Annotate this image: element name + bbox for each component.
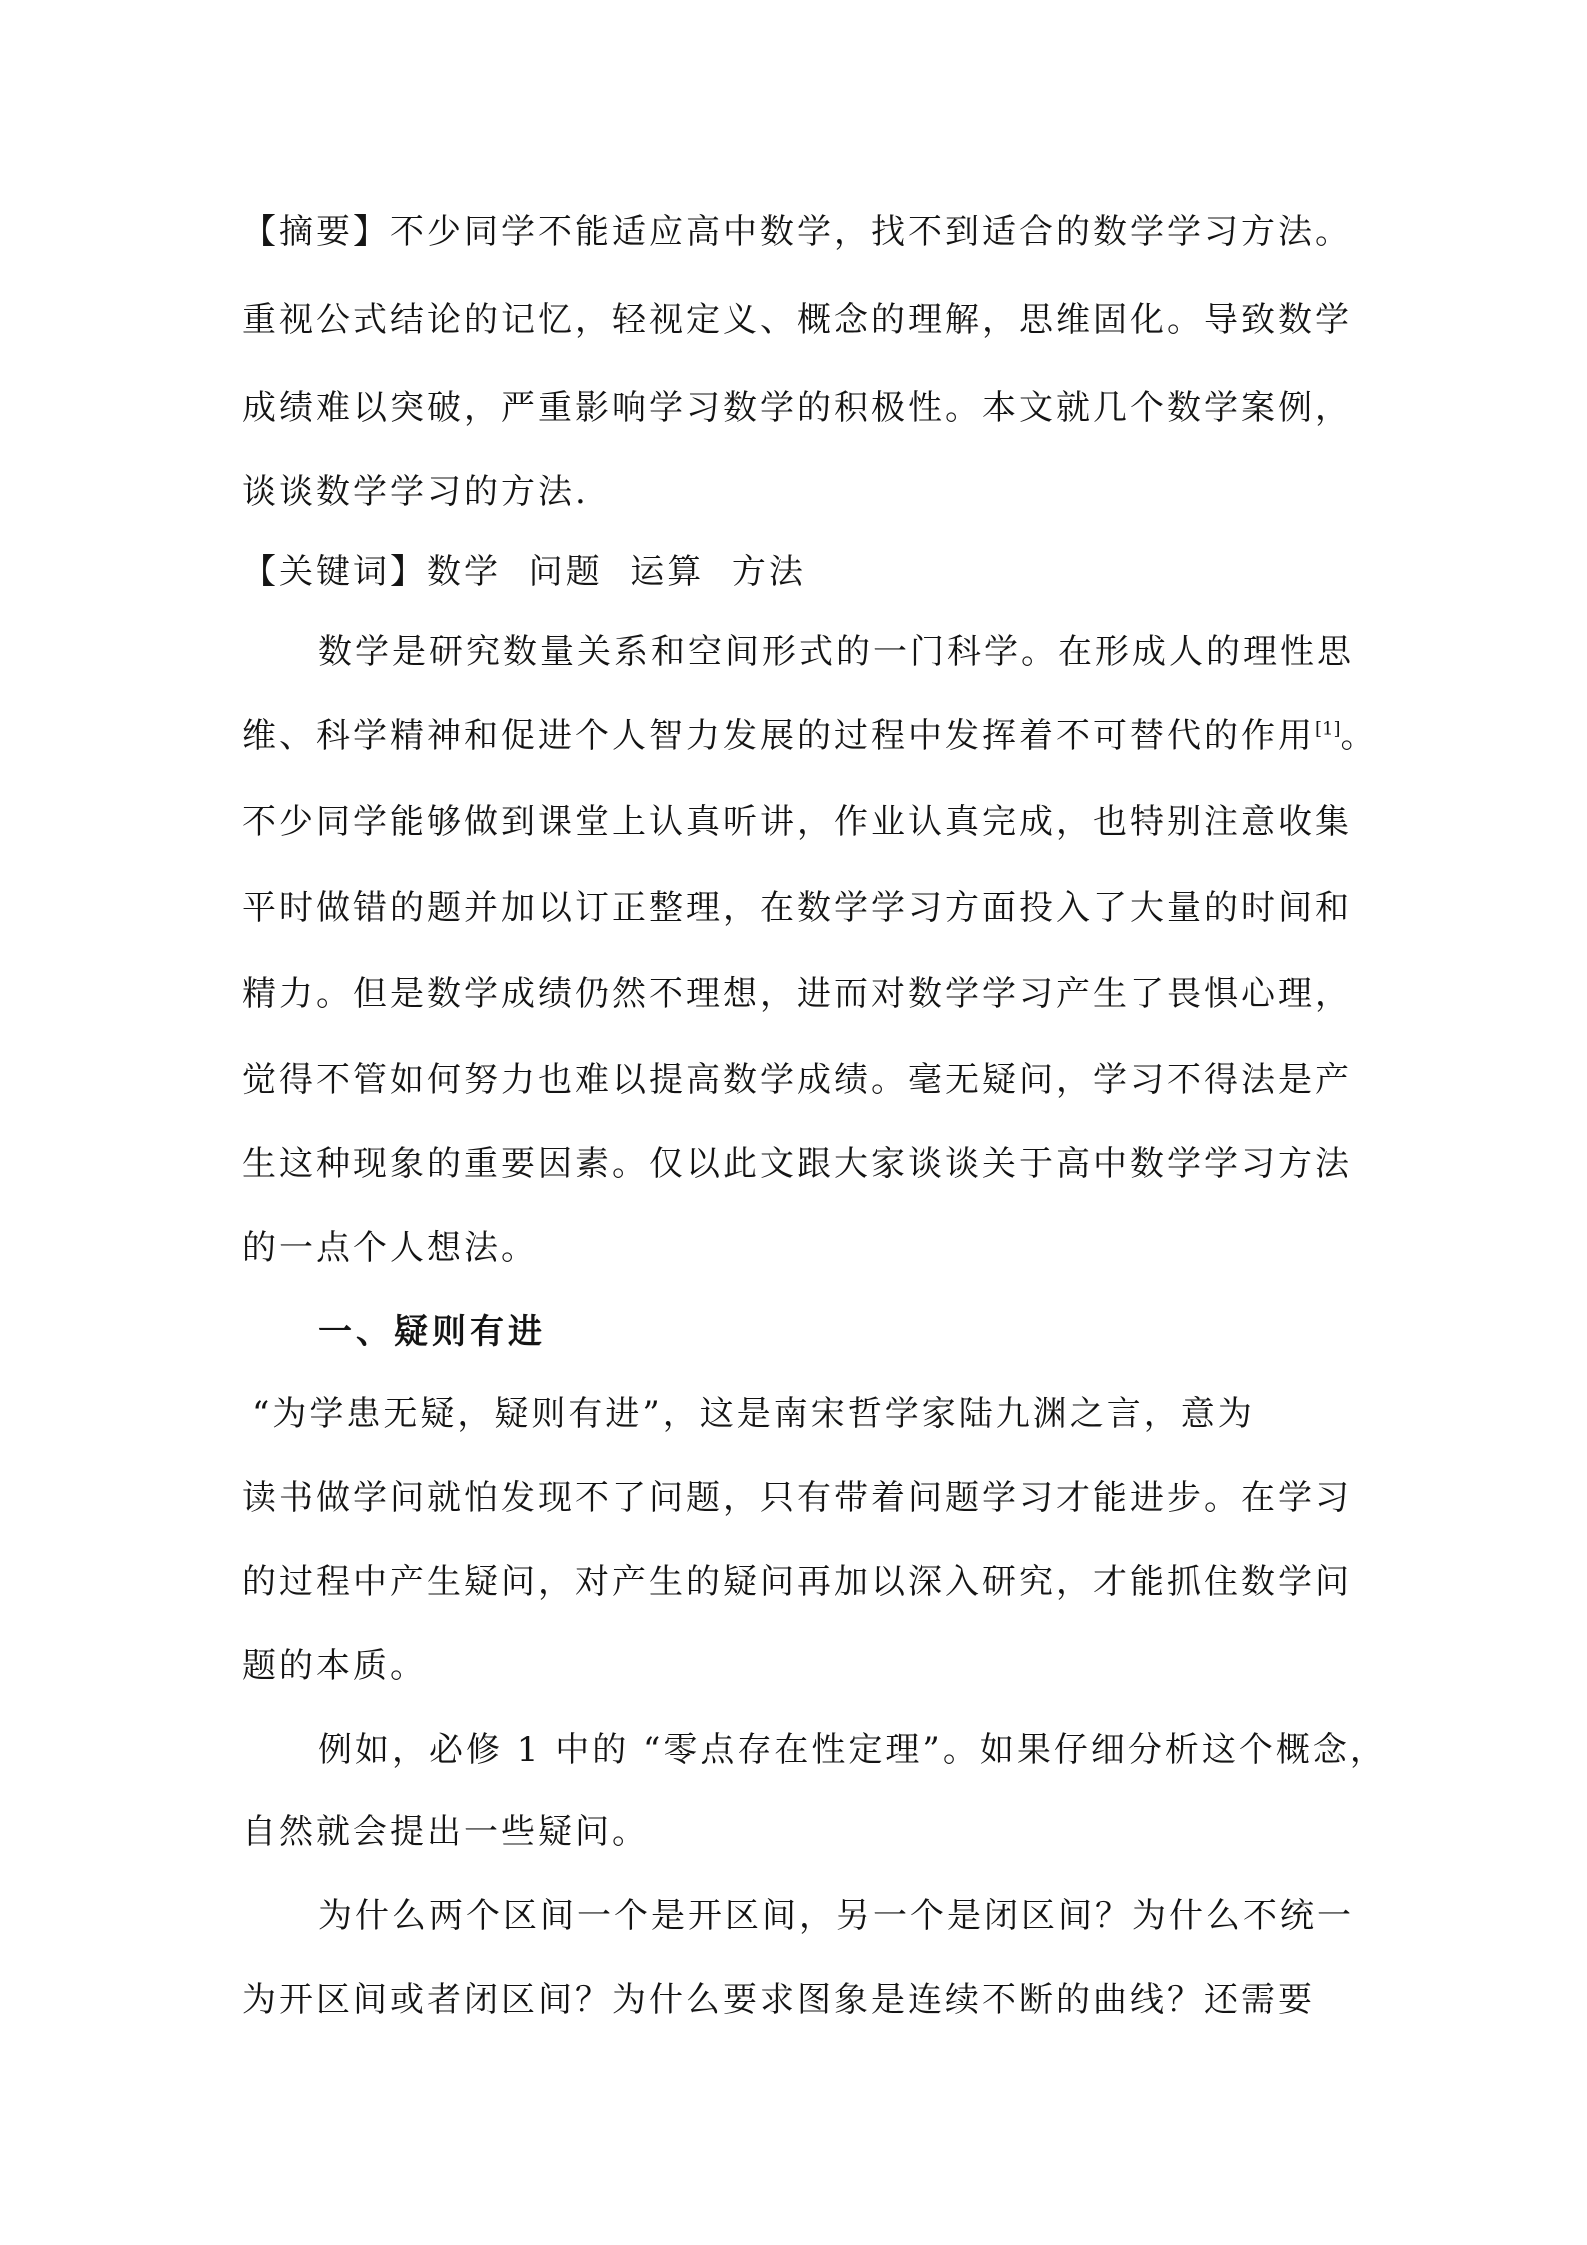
section-heading: 一、疑则有进 — [318, 1312, 546, 1352]
intro-line-1: 数学是研究数量关系和空间形式的一门科学。在形成人的理性思 — [318, 632, 1354, 672]
section1-p1-line-4: 题的本质。 — [242, 1646, 427, 1686]
intro-line-7: 生这种现象的重要因素。仅以此文跟大家谈谈关于高中数学学习方法 — [242, 1144, 1352, 1184]
intro-line-3: 不少同学能够做到课堂上认真听讲，作业认真完成，也特别注意收集 — [242, 802, 1352, 842]
intro-line-4: 平时做错的题并加以订正整理，在数学学习方面投入了大量的时间和 — [242, 888, 1352, 928]
section1-p3-line-1: 为什么两个区间一个是开区间，另一个是闭区间？为什么不统一 — [318, 1896, 1354, 1936]
abstract-line-3: 成绩难以突破，严重影响学习数学的积极性。本文就几个数学案例， — [242, 388, 1352, 428]
section1-p2-line-2: 自然就会提出一些疑问。 — [242, 1812, 649, 1852]
intro-line-8: 的一点个人想法。 — [242, 1228, 538, 1268]
section1-p2-line-1: 例如，必修 1 中的 “零点存在性定理”。如果仔细分析这个概念， — [318, 1730, 1387, 1770]
section1-p1-line-2: 读书做学问就怕发现不了问题，只有带着问题学习才能进步。在学习 — [242, 1478, 1352, 1518]
intro-line-6: 觉得不管如何努力也难以提高数学成绩。毫无疑问，学习不得法是产 — [242, 1060, 1352, 1100]
intro-line-2-text: 维、科学精神和促进个人智力发展的过程中发挥着不可替代的作用 — [242, 716, 1315, 756]
section1-p3-line-2: 为开区间或者闭区间？为什么要求图象是连续不断的曲线？还需要 — [242, 1980, 1315, 2020]
section1-p1-line-3: 的过程中产生疑问，对产生的疑问再加以深入研究，才能抓住数学问 — [242, 1562, 1352, 1602]
abstract-line-4: 谈谈数学学习的方法. — [242, 472, 589, 512]
abstract-line-1: 【摘要】不少同学不能适应高中数学，找不到适合的数学学习方法。 — [242, 212, 1352, 252]
keywords-line: 【关键词】数学 问题 运算 方法 — [242, 552, 806, 592]
intro-line-5: 精力。但是数学成绩仍然不理想，进而对数学学习产生了畏惧心理， — [242, 974, 1352, 1014]
section1-p1-line-1: “为学患无疑，疑则有进”，这是南宋哲学家陆九渊之言，意为 — [252, 1394, 1255, 1434]
intro-line-2 — [242, 714, 1378, 758]
citation-ref: [1] — [1315, 718, 1341, 740]
abstract-line-2: 重视公式结论的记忆，轻视定义、概念的理解，思维固化。导致数学 — [242, 300, 1352, 340]
intro-line-2-end: 。 — [1340, 716, 1378, 756]
